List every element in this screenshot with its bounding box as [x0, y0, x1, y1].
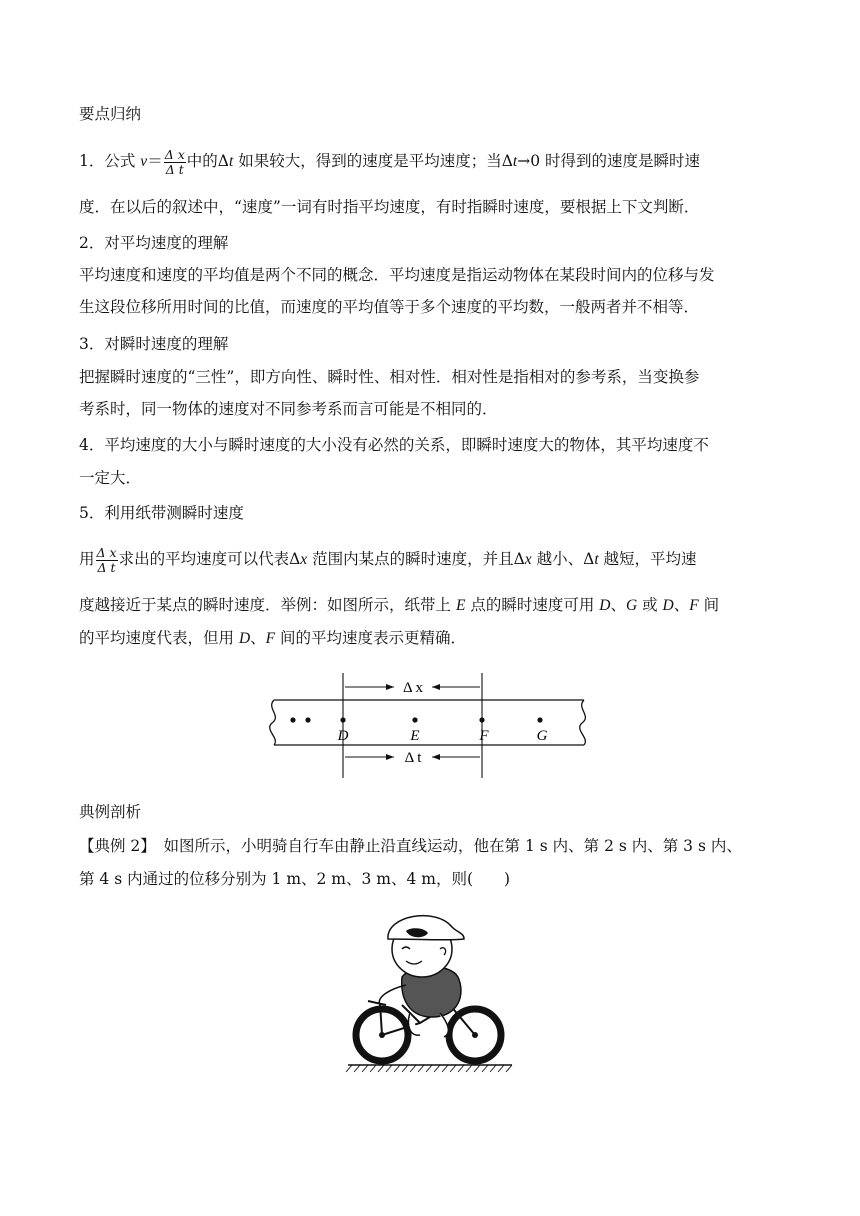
p5-line-3	[79, 627, 779, 650]
p1-rest2: →0 时得到的速度是瞬时速	[517, 152, 700, 170]
dt-label: Δ t	[404, 750, 422, 766]
tape-dot	[305, 717, 310, 722]
section-title-key-points: 要点归纳	[79, 105, 142, 123]
rider-cap	[388, 916, 464, 940]
p5-title: 5．利用纸带测瞬时速度	[79, 504, 244, 522]
p5-F: F	[265, 630, 276, 647]
dx-label: Δ x	[402, 680, 424, 696]
p1-rest: 如果较大，得到的速度是平均速度；当Δ	[233, 152, 513, 170]
p2-line-1: 平均速度和速度的平均值是两个不同的概念．平均速度是指运动物体在某段时间内的位移与发	[79, 266, 715, 284]
p5-x2: x	[524, 551, 532, 568]
p3-line-2: 考系时，同一物体的速度对不同参考系而言可能是不相同的．	[79, 400, 498, 418]
tape-dot	[290, 717, 295, 722]
fraction-denominator: Δ t	[97, 559, 116, 575]
p2-line-2: 生这段位移所用时间的比值，而速度的平均值等于多个速度的平均数，一般两者并不相等．	[79, 298, 700, 316]
p1-prefix: 1．公式	[79, 152, 141, 170]
fraction-denominator: Δ t	[165, 161, 184, 177]
p4-line-2: 一定大．	[79, 469, 142, 487]
p4-line-1: 4．平均速度的大小与瞬时速度的大小没有必然的关系，即瞬时速度大的物体，其平均速度不	[79, 436, 709, 454]
section-title-example-analysis: 典例剖析	[79, 803, 142, 821]
p3-title: 3．对瞬时速度的理解	[79, 335, 229, 353]
tape-dot-g	[537, 717, 542, 722]
fraction-numerator: Δ x	[96, 544, 117, 560]
paragraph-1-line-1	[79, 138, 779, 184]
fraction-dx-dt	[164, 148, 186, 177]
p1-mid: 中的Δ	[186, 152, 229, 170]
tape-left-end	[270, 700, 276, 745]
p5-text: 范围内某点的瞬时速度，并且Δ	[307, 550, 525, 568]
fraction-dx-dt-2	[96, 546, 118, 575]
paper-tape-figure	[262, 668, 602, 783]
p5-line-2	[79, 594, 779, 617]
p3-line-1: 把握瞬时速度的“三性”，即方向性、瞬时性、相对性．相对性是指相对的参考系，当变换参	[79, 368, 700, 386]
p5-use: 用	[79, 550, 95, 568]
dt-arrowhead-right	[386, 754, 394, 760]
point-label-f: F	[479, 728, 489, 744]
p1-eq: ＝	[147, 152, 163, 170]
p2-title: 2．对平均速度的理解	[79, 234, 229, 252]
p5-D: D	[599, 597, 611, 614]
point-label-g: G	[536, 728, 548, 744]
p5-text: 点的瞬时速度可用	[465, 596, 600, 614]
p5-D: D	[662, 597, 674, 614]
rider-leg-right	[440, 1013, 448, 1037]
example-tag: 【典例 2】	[79, 837, 149, 855]
tape-dot-f	[479, 717, 484, 722]
p5-F: F	[689, 597, 699, 614]
example-line-2: 第 4 s 内通过的位移分别为 1 m、2 m、3 m、4 m，则( )	[79, 870, 511, 888]
p5-text: 间的平均速度表示更精确．	[275, 629, 467, 647]
dx-arrowhead-left	[432, 684, 440, 690]
p5-t1: t	[594, 551, 599, 568]
p1-v: v	[140, 153, 148, 170]
p5-text: 越短，平均速	[598, 550, 697, 568]
p5-text: 间	[698, 596, 720, 614]
p5-text: 、	[610, 596, 626, 614]
paragraph-1-line-2: 度．在以后的叙述中，“速度”一词有时指平均速度，有时指瞬时速度，要根据上下文判断．	[79, 198, 700, 216]
p5-text: 越小、Δ	[531, 550, 595, 568]
dt-arrowhead-left	[432, 754, 440, 760]
p5-text: 的平均速度代表，但用	[79, 629, 239, 647]
p5-text: 度越接近于某点的瞬时速度．举例：如图所示，纸带上	[79, 596, 456, 614]
handlebar	[368, 1001, 386, 1005]
example-text: 如图所示，小明骑自行车由静止沿直线运动，他在第 1 s 内、第 2 s 内、第 3 s 内、	[148, 837, 742, 855]
cyclist-illustration	[340, 905, 520, 1075]
tape-dot-e	[412, 717, 417, 722]
p5-text: 、	[250, 629, 266, 647]
dx-arrowhead-right	[386, 684, 394, 690]
p1-t2: t	[512, 153, 518, 170]
p5-line-1	[79, 536, 779, 582]
tape-dot-d	[340, 717, 345, 722]
example-line-1	[79, 835, 779, 857]
p5-x1: x	[300, 551, 308, 568]
tape-right-end	[580, 700, 586, 745]
p5-E: E	[455, 597, 466, 614]
p5-text: 、	[673, 596, 690, 614]
point-label-d: D	[337, 728, 349, 744]
p5-text: 求出的平均速度可以代表Δ	[118, 550, 301, 568]
p5-G: G	[625, 597, 638, 614]
fraction-numerator: Δ x	[164, 146, 185, 162]
point-label-e: E	[410, 728, 420, 744]
p5-text: 或	[637, 596, 663, 614]
p1-t1: t	[228, 153, 234, 170]
ground-hatch	[346, 1065, 512, 1072]
p5-D: D	[238, 630, 251, 647]
